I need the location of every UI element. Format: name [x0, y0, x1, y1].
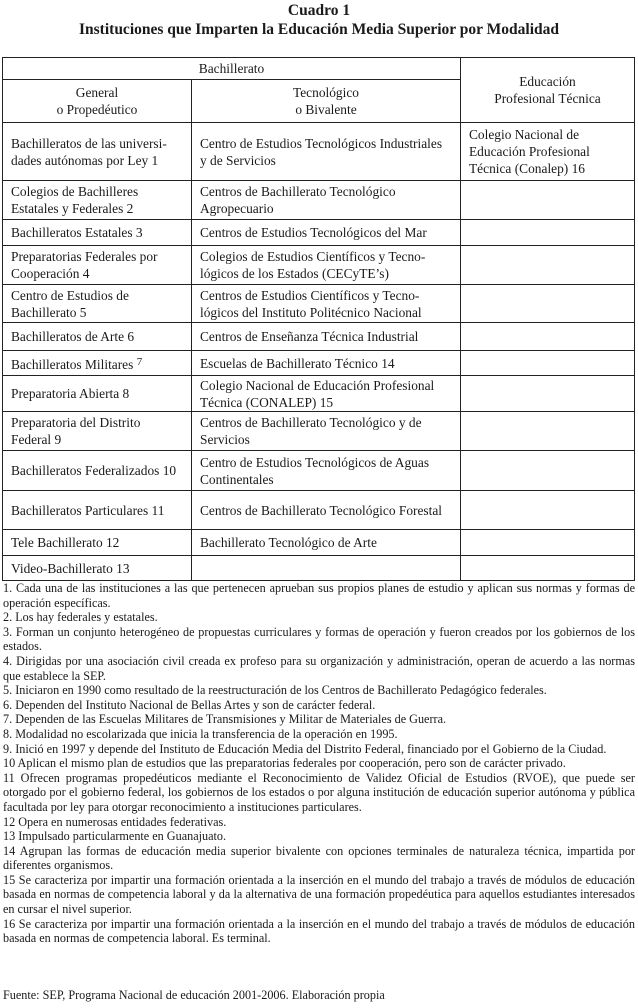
table-row — [3, 491, 635, 530]
cell-profesional-empty — [461, 351, 635, 376]
table-row — [3, 246, 635, 285]
header-profesional-line1: Educación — [519, 74, 576, 89]
cell-general: Video-Bachillerato 13 — [3, 556, 192, 581]
cell-tecnologico: Centros de Bachillerato Tecnológico Agropecuario — [192, 181, 461, 220]
footnote: 10 Aplican el mismo plan de estudios que las preparatorias federales por cooperación, pero son de carácter privado. — [3, 756, 566, 771]
cell-general — [3, 351, 192, 376]
cell-tecnologico — [192, 556, 461, 581]
cell-profesional-empty — [461, 181, 635, 220]
header-profesional-line2: Profesional Técnica — [494, 91, 601, 106]
cell-general: Preparatoria Abierta 8 — [3, 376, 192, 412]
footnote: 15 Se caracteriza por impartir una formación orientada a la inserción en el mundo del trabajo a través de módulos de educación basada en normas de competencia laboral y da la alternativa de una formación propedéutica para aquellos estudiantes interesados en cursar el nivel superior. — [3, 872, 635, 917]
cell-tecnologico: Centros de Bachillerato Tecnológico Forestal — [192, 491, 461, 530]
footnote: 6. Dependen del Instituto Nacional de Bellas Artes y son de carácter federal. — [3, 697, 376, 712]
cell-profesional-empty — [461, 220, 635, 246]
table-row — [3, 220, 635, 246]
cell-profesional-empty — [461, 323, 635, 351]
source-note: Fuente: SEP, Programa Nacional de educación 2001-2006. Elaboración propia — [3, 988, 385, 1002]
cell-profesional-empty — [461, 556, 635, 581]
cell-general: Bachilleratos de Arte 6 — [3, 323, 192, 351]
cell-general: Centro de Estudios de Bachillerato 5 — [3, 285, 192, 323]
cell-tecnologico: Centro de Estudios Tecnológicos Industriales y de Servicios — [192, 123, 461, 181]
cell-general: Bachilleratos Federalizados 10 — [3, 451, 192, 491]
footnote: 11 Ofrecen programas propedéuticos mediante el Reconocimiento de Validez Oficial de Estudios (RVOE), que puede ser otorgado por el gobierno federal, los gobiernos de los estados o por alguna institución de educación superior autónoma y pública facultada por ley para otorgar reconocimiento a instituciones particulares. — [3, 770, 635, 814]
footnotes — [3, 581, 635, 946]
cell-profesional-empty — [461, 451, 635, 491]
header-tecnologico-line2: o Bivalente — [295, 102, 357, 117]
table-caption-title: Instituciones que Imparten la Educación Media Superior por Modalidad — [79, 21, 559, 38]
footnote: 2. Los hay federales y estatales. — [3, 610, 158, 625]
cell-general: Bachilleratos Particulares 11 — [3, 491, 192, 530]
cell-profesional-empty — [461, 491, 635, 530]
cell-general: Bachilleratos de las universi-dades autónomas por Ley 1 — [3, 123, 192, 181]
footnote-ref: 7 — [136, 355, 143, 368]
footnote: 16 Se caracteriza por impartir una formación orientada a la inserción en el mundo del trabajo a través de módulos de educación basada en normas de competencia laboral. Es terminal. — [3, 916, 635, 946]
table-caption-number: Cuadro 1 — [287, 2, 351, 19]
cell-tecnologico: Centros de Estudios Tecnológicos del Mar — [192, 220, 461, 246]
footnote: 12 Opera en numerosas entidades federativas. — [3, 814, 227, 829]
cell-general: Tele Bachillerato 12 — [3, 530, 192, 556]
cell-general: Preparatorias Federales por Cooperación 4 — [3, 246, 192, 285]
cell-tecnologico: Bachillerato Tecnológico de Arte — [192, 530, 461, 556]
cell-tecnologico: Colegios de Estudios Científicos y Tecno-lógicos de los Estados (CECyTE’s) — [192, 246, 461, 285]
footnote: 5. Iniciaron en 1990 como resultado de la reestructuración de los Centros de Bachillerato Pedagógico federales. — [3, 683, 547, 698]
table-row — [3, 376, 635, 412]
cell-tecnologico: Centros de Enseñanza Técnica Industrial — [192, 323, 461, 351]
header-bachillerato: Bachillerato — [3, 58, 461, 80]
cell-general: Bachilleratos Estatales 3 — [3, 220, 192, 246]
header-general-line1: General — [75, 85, 119, 100]
header-tecnologico — [192, 80, 461, 123]
footnote: 3. Forman un conjunto heterogéneo de propuestas curriculares y formas de operación y fueron creados por los gobiernos de los estados. — [3, 624, 635, 654]
cell-tecnologico: Escuelas de Bachillerato Técnico 14 — [192, 351, 461, 376]
table-row — [3, 323, 635, 351]
table-row — [3, 412, 635, 451]
table-row — [3, 181, 635, 220]
header-general — [3, 80, 192, 123]
footnote: 13 Impulsado particularmente en Guanajuato. — [3, 829, 227, 844]
table-row — [3, 451, 635, 491]
cell-general: Colegios de Bachilleres Estatales y Federales 2 — [3, 181, 192, 220]
table-row — [3, 530, 635, 556]
table-row — [3, 285, 635, 323]
cell-tecnologico: Centros de Bachillerato Tecnológico y de Servicios — [192, 412, 461, 451]
table-row — [3, 351, 635, 376]
cell-tecnologico: Centro de Estudios Tecnológicos de Aguas Continentales — [192, 451, 461, 491]
footnote: 9. Inició en 1997 y depende del Instituto de Educación Media del Distrito Federal, financiado por el Gobierno de la Ciudad. — [3, 741, 607, 756]
header-profesional-tecnica — [461, 58, 635, 123]
cell-profesional-empty — [461, 412, 635, 451]
cell-tecnologico: Colegio Nacional de Educación Profesional Técnica (CONALEP) 15 — [192, 376, 461, 412]
footnote: 14 Agrupan las formas de educación media superior bivalente con opciones terminales de naturaleza técnica, impartida por diferentes organismos. — [3, 843, 635, 873]
footnote: 7. Dependen de las Escuelas Militares de Transmisiones y Militar de Materiales de Guerra. — [3, 712, 447, 727]
cell-profesional-empty — [461, 530, 635, 556]
footnote: 8. Modalidad no escolarizada que inicia la transferencia de la operación en 1995. — [3, 726, 398, 741]
cell-general-text: Bachilleratos Militares — [11, 356, 134, 372]
header-tecnologico-line1: Tecnológico — [293, 85, 359, 100]
footnote: 1. Cada una de las instituciones a las que pertenecen aprueban sus propios planes de estudio y aplican sus normas y formas de operación específicas. — [3, 581, 635, 610]
cell-general: Preparatoria del Distrito Federal 9 — [3, 412, 192, 451]
cell-profesional-empty — [461, 285, 635, 323]
cell-profesional: Colegio Nacional de Educación Profesional Técnica (Conalep) 16 — [461, 123, 635, 181]
cell-tecnologico: Centros de Estudios Científicos y Tecno-lógicos del Instituto Politécnico Nacional — [192, 285, 461, 323]
table-row — [3, 556, 635, 581]
table-row — [3, 123, 635, 181]
cell-profesional-empty — [461, 246, 635, 285]
footnote: 4. Dirigidas por una asociación civil creada ex profeso para su organización y administración, operan de acuerdo a las normas que establece la SEP. — [3, 653, 635, 683]
institutions-table — [2, 57, 635, 581]
header-row-group — [3, 58, 635, 80]
cell-profesional-empty — [461, 376, 635, 412]
header-general-line2: o Propedéutico — [56, 102, 138, 117]
